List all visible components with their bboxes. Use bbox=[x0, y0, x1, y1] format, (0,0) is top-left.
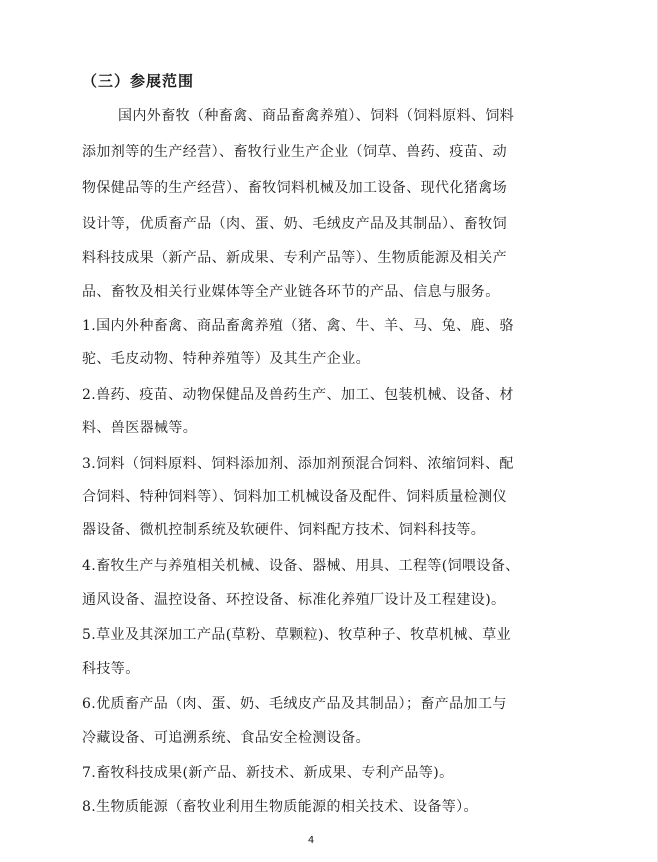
intro-line: 添加剂等的生产经营）、畜牧行业生产企业（饲草、兽药、疫苗、动 bbox=[82, 144, 507, 160]
list-item-line: 料、兽医器械等。 bbox=[82, 420, 198, 436]
intro-line: 国内外畜牧（种畜禽、商品畜禽养殖）、饲料（饲料原料、饲料 bbox=[118, 108, 515, 124]
list-item-line: 冷藏设备、可追溯系统、食品安全检测设备。 bbox=[82, 730, 370, 746]
list-item-line: 3.饲料（饲料原料、饲料添加剂、添加剂预混合饲料、浓缩饲料、配 bbox=[82, 456, 514, 472]
intro-line: 品、畜牧及相关行业媒体等全产业链各环节的产品、信息与服务。 bbox=[82, 284, 500, 300]
list-item-line: 驼、毛皮动物、特种养殖等）及其生产企业。 bbox=[82, 351, 370, 367]
page-number: 4 bbox=[307, 835, 315, 846]
list-item-line: 8.生物质能源（畜牧业利用生物质能源的相关技术、设备等）。 bbox=[82, 799, 478, 815]
list-item-line: 1.国内外种畜禽、商品畜禽养殖（猪、禽、牛、羊、马、兔、鹿、骆 bbox=[82, 318, 514, 334]
section-heading: （三）参展范围 bbox=[82, 72, 195, 90]
list-item-line: 7.畜牧科技成果(新产品、新技术、新成果、专利产品等)。 bbox=[82, 765, 454, 781]
list-item-line: 通风设备、温控设备、环控设备、标准化养殖厂设计及工程建设)。 bbox=[82, 592, 506, 608]
intro-line: 设计等，优质畜产品（肉、蛋、奶、毛绒皮产品及其制品）、畜牧饲 bbox=[82, 216, 507, 232]
intro-line: 物保健品等的生产经营）、畜牧饲料机械及加工设备、现代化猪禽场 bbox=[82, 180, 507, 196]
list-item-line: 科技等。 bbox=[82, 661, 140, 677]
list-item-line: 合饲料、特种饲料等）、饲料加工机械设备及配件、饲料质量检测仪 bbox=[82, 489, 507, 505]
list-item-line: 器设备、微机控制系统及软硬件、饲料配方技术、饲料科技等。 bbox=[82, 522, 486, 538]
list-item-line: 5.草业及其深加工产品(草粉、草颗粒)、牧草种子、牧草机械、草业 bbox=[82, 627, 512, 643]
intro-line: 料科技成果（新产品、新成果、专利产品等）、生物质能源及相关产 bbox=[82, 250, 507, 266]
list-item-line: 2.兽药、疫苗、动物保健品及兽药生产、加工、包装机械、设备、材 bbox=[82, 387, 514, 403]
list-item-line: 4.畜牧生产与养殖相关机械、设备、器械、用具、工程等(饲喂设备、 bbox=[82, 558, 520, 574]
list-item-line: 6.优质畜产品（肉、蛋、奶、毛绒皮产品及其制品）；畜产品加工与 bbox=[82, 696, 507, 712]
